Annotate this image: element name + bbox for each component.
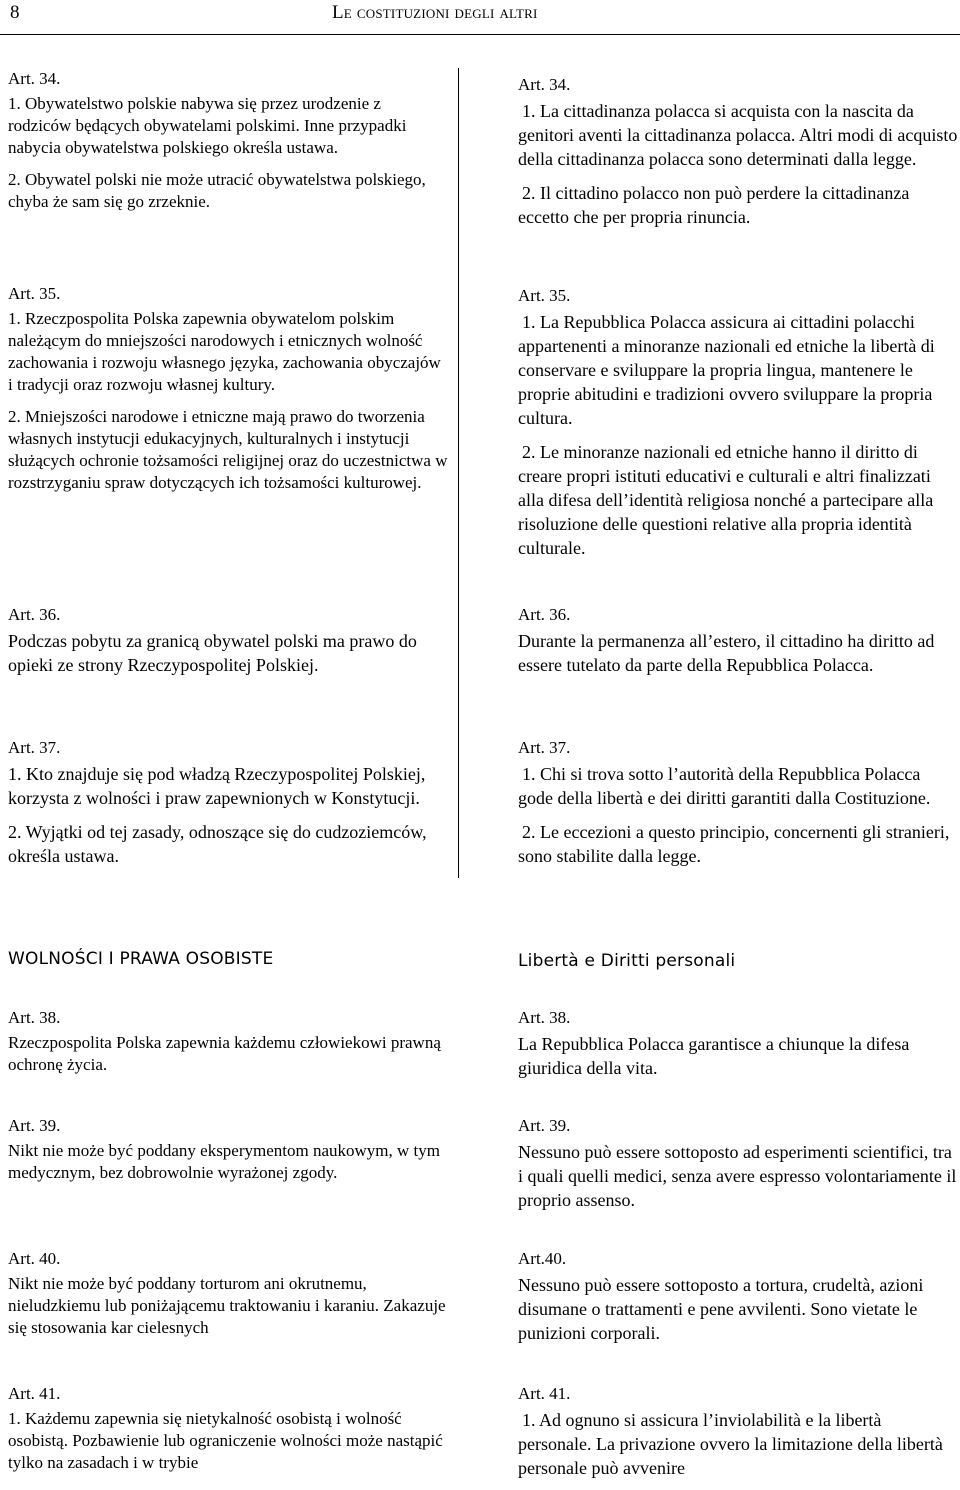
article-paragraph: 2. Mniejszości narodowe i etniczne mają prawo do tworzenia własnych instytucji edukacyjnych, kulturalnych i instytucji służących ochronie tożsamości religijnej oraz do uczestnictwa w rozstrzyganiu spraw dotyczących ich tożsamości kulturowej. <box>8 407 448 492</box>
right-art38 <box>518 1007 958 1090</box>
article-paragraph: 2. Il cittadino polacco non può perdere la cittadinanza eccetto che per propria rinuncia. <box>518 183 910 227</box>
left-art41 <box>8 1383 448 1484</box>
article-title: Art. 41. <box>518 1384 571 1403</box>
article-title: Art. 34. <box>518 75 571 94</box>
article-paragraph: 1. Kto znajduje się pod władzą Rzeczypospolitej Polskiej, korzysta z wolności i praw zapewnionych w Konstytucji. <box>8 764 426 808</box>
right-art35 <box>518 285 958 570</box>
left-art34 <box>8 68 448 223</box>
left-art39 <box>8 1115 448 1194</box>
right-art34 <box>518 74 958 239</box>
article-paragraph: 1. Ad ognuno si assicura l’inviolabilità e la libertà personale. La privazione ovvero la limitazione della libertà personale può avvenire <box>518 1410 943 1478</box>
article-title: Art. 35. <box>8 284 61 303</box>
article-paragraph: Nessuno può essere sottoposto a tortura, crudeltà, azioni disumane o trattamenti e pene avvilenti. Sono vietate le punizioni corporali. <box>518 1275 924 1343</box>
article-paragraph: Rzeczpospolita Polska zapewnia każdemu człowiekowi prawną ochronę życia. <box>8 1033 441 1074</box>
article-paragraph: 2. Le minoranze nazionali ed etniche hanno il diritto di creare propri istituti educativi e culturali e altri finalizzati alla difesa dell’identità religiosa nonché a partecipare alla risoluzione delle questioni relative alla propria identità culturale. <box>518 442 934 558</box>
article-title: Art. 36. <box>518 605 571 624</box>
header-rule <box>0 34 960 35</box>
article-paragraph: Nikt nie może być poddany eksperymentom naukowym, w tym medycznym, bez dobrowolnie wyrażonej zgody. <box>8 1141 440 1182</box>
article-title: Art. 41. <box>8 1384 61 1403</box>
article-title: Art. 34. <box>8 69 61 88</box>
page-number: 8 <box>10 2 20 23</box>
left-art37 <box>8 737 448 878</box>
article-paragraph: 1. Obywatelstwo polskie nabywa się przez urodzenie z rodziców będących obywatelami polskimi. Inne przypadki nabycia obywatelstwa polskiego określa ustawa. <box>8 94 407 157</box>
article-paragraph: Podczas pobytu za granicą obywatel polski ma prawo do opieki ze strony Rzeczypospolitej Polskiej. <box>8 631 417 675</box>
section-title: WOLNOŚCI I PRAWA OSOBISTE <box>8 949 274 969</box>
article-title: Art. 37. <box>8 738 61 757</box>
article-paragraph: 1. La Repubblica Polacca assicura ai cittadini polacchi appartenenti a minoranze nazionali ed etniche la libertà di conservare e sviluppare la propria lingua, mantenere le proprie abitudini e tradizioni ovvero sviluppare la propria cultura. <box>518 312 935 428</box>
article-paragraph: 2. Wyjątki od tej zasady, odnoszące się do cudzoziemców, określa ustawa. <box>8 822 427 866</box>
article-title: Art.40. <box>518 1249 567 1268</box>
left-art40 <box>8 1248 448 1349</box>
right-art41 <box>518 1383 958 1490</box>
article-paragraph: 1. La cittadinanza polacca si acquista con la nascita da genitori aventi la cittadinanza polacca. Altri modi di acquisto della cittadinanza polacca sono determinati dalla legge. <box>518 101 958 169</box>
article-paragraph: 2. Le eccezioni a questo principio, concernenti gli stranieri, sono stabilite dalla legge. <box>518 822 950 866</box>
right-art39 <box>518 1115 958 1222</box>
article-title: Art. 37. <box>518 738 571 757</box>
article-title: Art. 40. <box>8 1249 61 1268</box>
article-paragraph: 1. Chi si trova sotto l’autorità della Repubblica Polacca gode della libertà e dei diritti garantiti dalla Costituzione. <box>518 764 931 808</box>
article-title: Art. 36. <box>8 605 61 624</box>
section-title: Libertà e Diritti personali <box>518 951 736 971</box>
article-title: Art. 38. <box>8 1008 61 1027</box>
article-title: Art. 39. <box>518 1116 571 1135</box>
article-title: Art. 35. <box>518 286 571 305</box>
running-title: Le costituzioni degli altri <box>332 2 538 23</box>
article-paragraph: La Repubblica Polacca garantisce a chiunque la difesa giuridica della vita. <box>518 1034 910 1078</box>
article-paragraph: Nikt nie może być poddany torturom ani okrutnemu, nieludzkiemu lub poniżającemu traktowaniu i karaniu. Zakazuje się stosowania kar cielesnych <box>8 1274 446 1337</box>
right-section-heading <box>518 950 958 972</box>
left-section-heading <box>8 948 448 970</box>
column-divider <box>458 68 459 878</box>
article-title: Art. 38. <box>518 1008 571 1027</box>
article-paragraph: Nessuno può essere sottoposto ad esperimenti scientifici, tra i quali quelli medici, senza avere espresso volontariamente il proprio assenso. <box>518 1142 957 1210</box>
article-paragraph: 1. Każdemu zapewnia się nietykalność osobistą i wolność osobistą. Pozbawienie lub ograniczenie wolności może nastąpić tylko na zasadach i w trybie <box>8 1409 443 1472</box>
article-paragraph: 2. Obywatel polski nie może utracić obywatelstwa polskiego, chyba że sam się go zrzeknie. <box>8 170 426 211</box>
left-art35 <box>8 283 448 504</box>
left-art36 <box>8 604 448 687</box>
article-paragraph: 1. Rzeczpospolita Polska zapewnia obywatelom polskim należącym do mniejszości narodowych i etnicznych wolność zachowania i rozwoju własnego języka, zachowania obyczajów i tradycji oraz rozwoju własnej kultury. <box>8 309 441 394</box>
right-art36 <box>518 604 958 687</box>
article-paragraph: Durante la permanenza all’estero, il cittadino ha diritto ad essere tutelato da parte della Repubblica Polacca. <box>518 631 935 675</box>
page-header <box>0 0 960 36</box>
article-title: Art. 39. <box>8 1116 61 1135</box>
left-art38 <box>8 1007 448 1086</box>
right-art37 <box>518 737 958 878</box>
right-art40 <box>518 1248 958 1355</box>
